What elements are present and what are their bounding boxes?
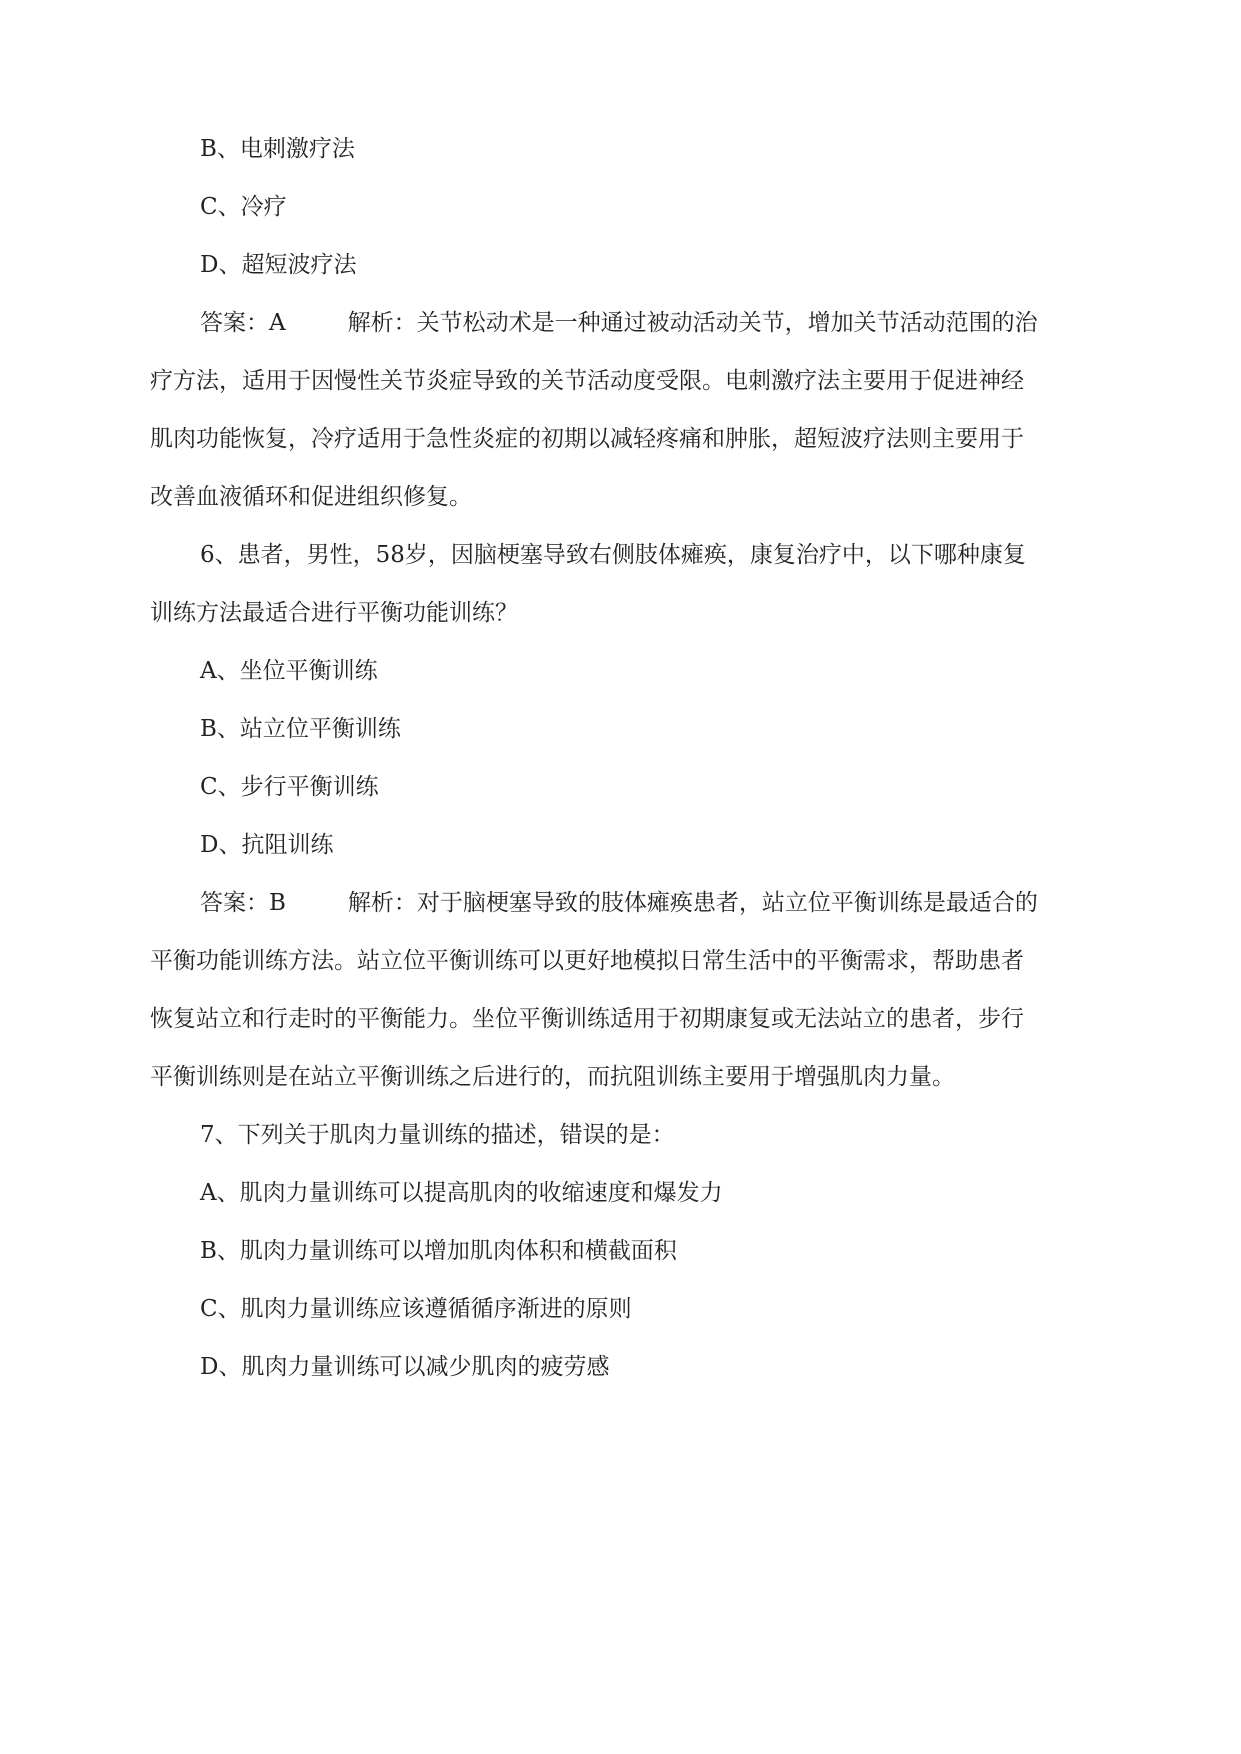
- explanation-text: 改善血液循环和促进组织修复。: [150, 484, 472, 510]
- answer-line: [200, 888, 1038, 918]
- option-d: D、抗阻训练: [200, 832, 334, 858]
- option-c: C、步行平衡训练: [200, 774, 379, 800]
- explanation-text: 解析：对于脑梗塞导致的肢体瘫痪患者，站立位平衡训练是最适合的: [347, 890, 1038, 916]
- answer-line: [200, 308, 1038, 338]
- option-d: D、超短波疗法: [200, 252, 357, 278]
- question-stem: 6、患者，男性，58岁，因脑梗塞导致右侧肢体瘫痪，康复治疗中，以下哪种康复: [200, 542, 1026, 568]
- option-b: B、站立位平衡训练: [200, 716, 401, 742]
- explanation-text: 平衡功能训练方法。站立位平衡训练可以更好地模拟日常生活中的平衡需求，帮助患者: [150, 948, 1024, 974]
- option-c: C、冷疗: [200, 194, 287, 220]
- explanation-text: 恢复站立和行走时的平衡能力。坐位平衡训练适用于初期康复或无法站立的患者，步行: [150, 1006, 1024, 1032]
- explanation-text: 疗方法，适用于因慢性关节炎症导致的关节活动度受限。电刺激疗法主要用于促进神经: [150, 368, 1024, 394]
- explanation-text: 肌肉功能恢复，冷疗适用于急性炎症的初期以减轻疼痛和肿胀，超短波疗法则主要用于: [150, 426, 1024, 452]
- question-stem: 训练方法最适合进行平衡功能训练？: [150, 600, 518, 626]
- explanation-text: 解析：关节松动术是一种通过被动活动关节，增加关节活动范围的治: [347, 310, 1038, 336]
- option-d: D、肌肉力量训练可以减少肌肉的疲劳感: [200, 1354, 610, 1380]
- option-a: A、肌肉力量训练可以提高肌肉的收缩速度和爆发力: [200, 1180, 723, 1206]
- option-a: A、坐位平衡训练: [200, 658, 378, 684]
- answer-label: 答案：B: [200, 890, 286, 916]
- option-c: C、肌肉力量训练应该遵循循序渐进的原则: [200, 1296, 632, 1322]
- explanation-text: 平衡训练则是在站立平衡训练之后进行的，而抗阻训练主要用于增强肌肉力量。: [150, 1064, 955, 1090]
- option-b: B、肌肉力量训练可以增加肌肉体积和横截面积: [200, 1238, 677, 1264]
- question-stem: 7、下列关于肌肉力量训练的描述，错误的是：: [200, 1122, 675, 1148]
- answer-label: 答案：A: [200, 310, 286, 336]
- option-b: B、电刺激疗法: [200, 136, 355, 162]
